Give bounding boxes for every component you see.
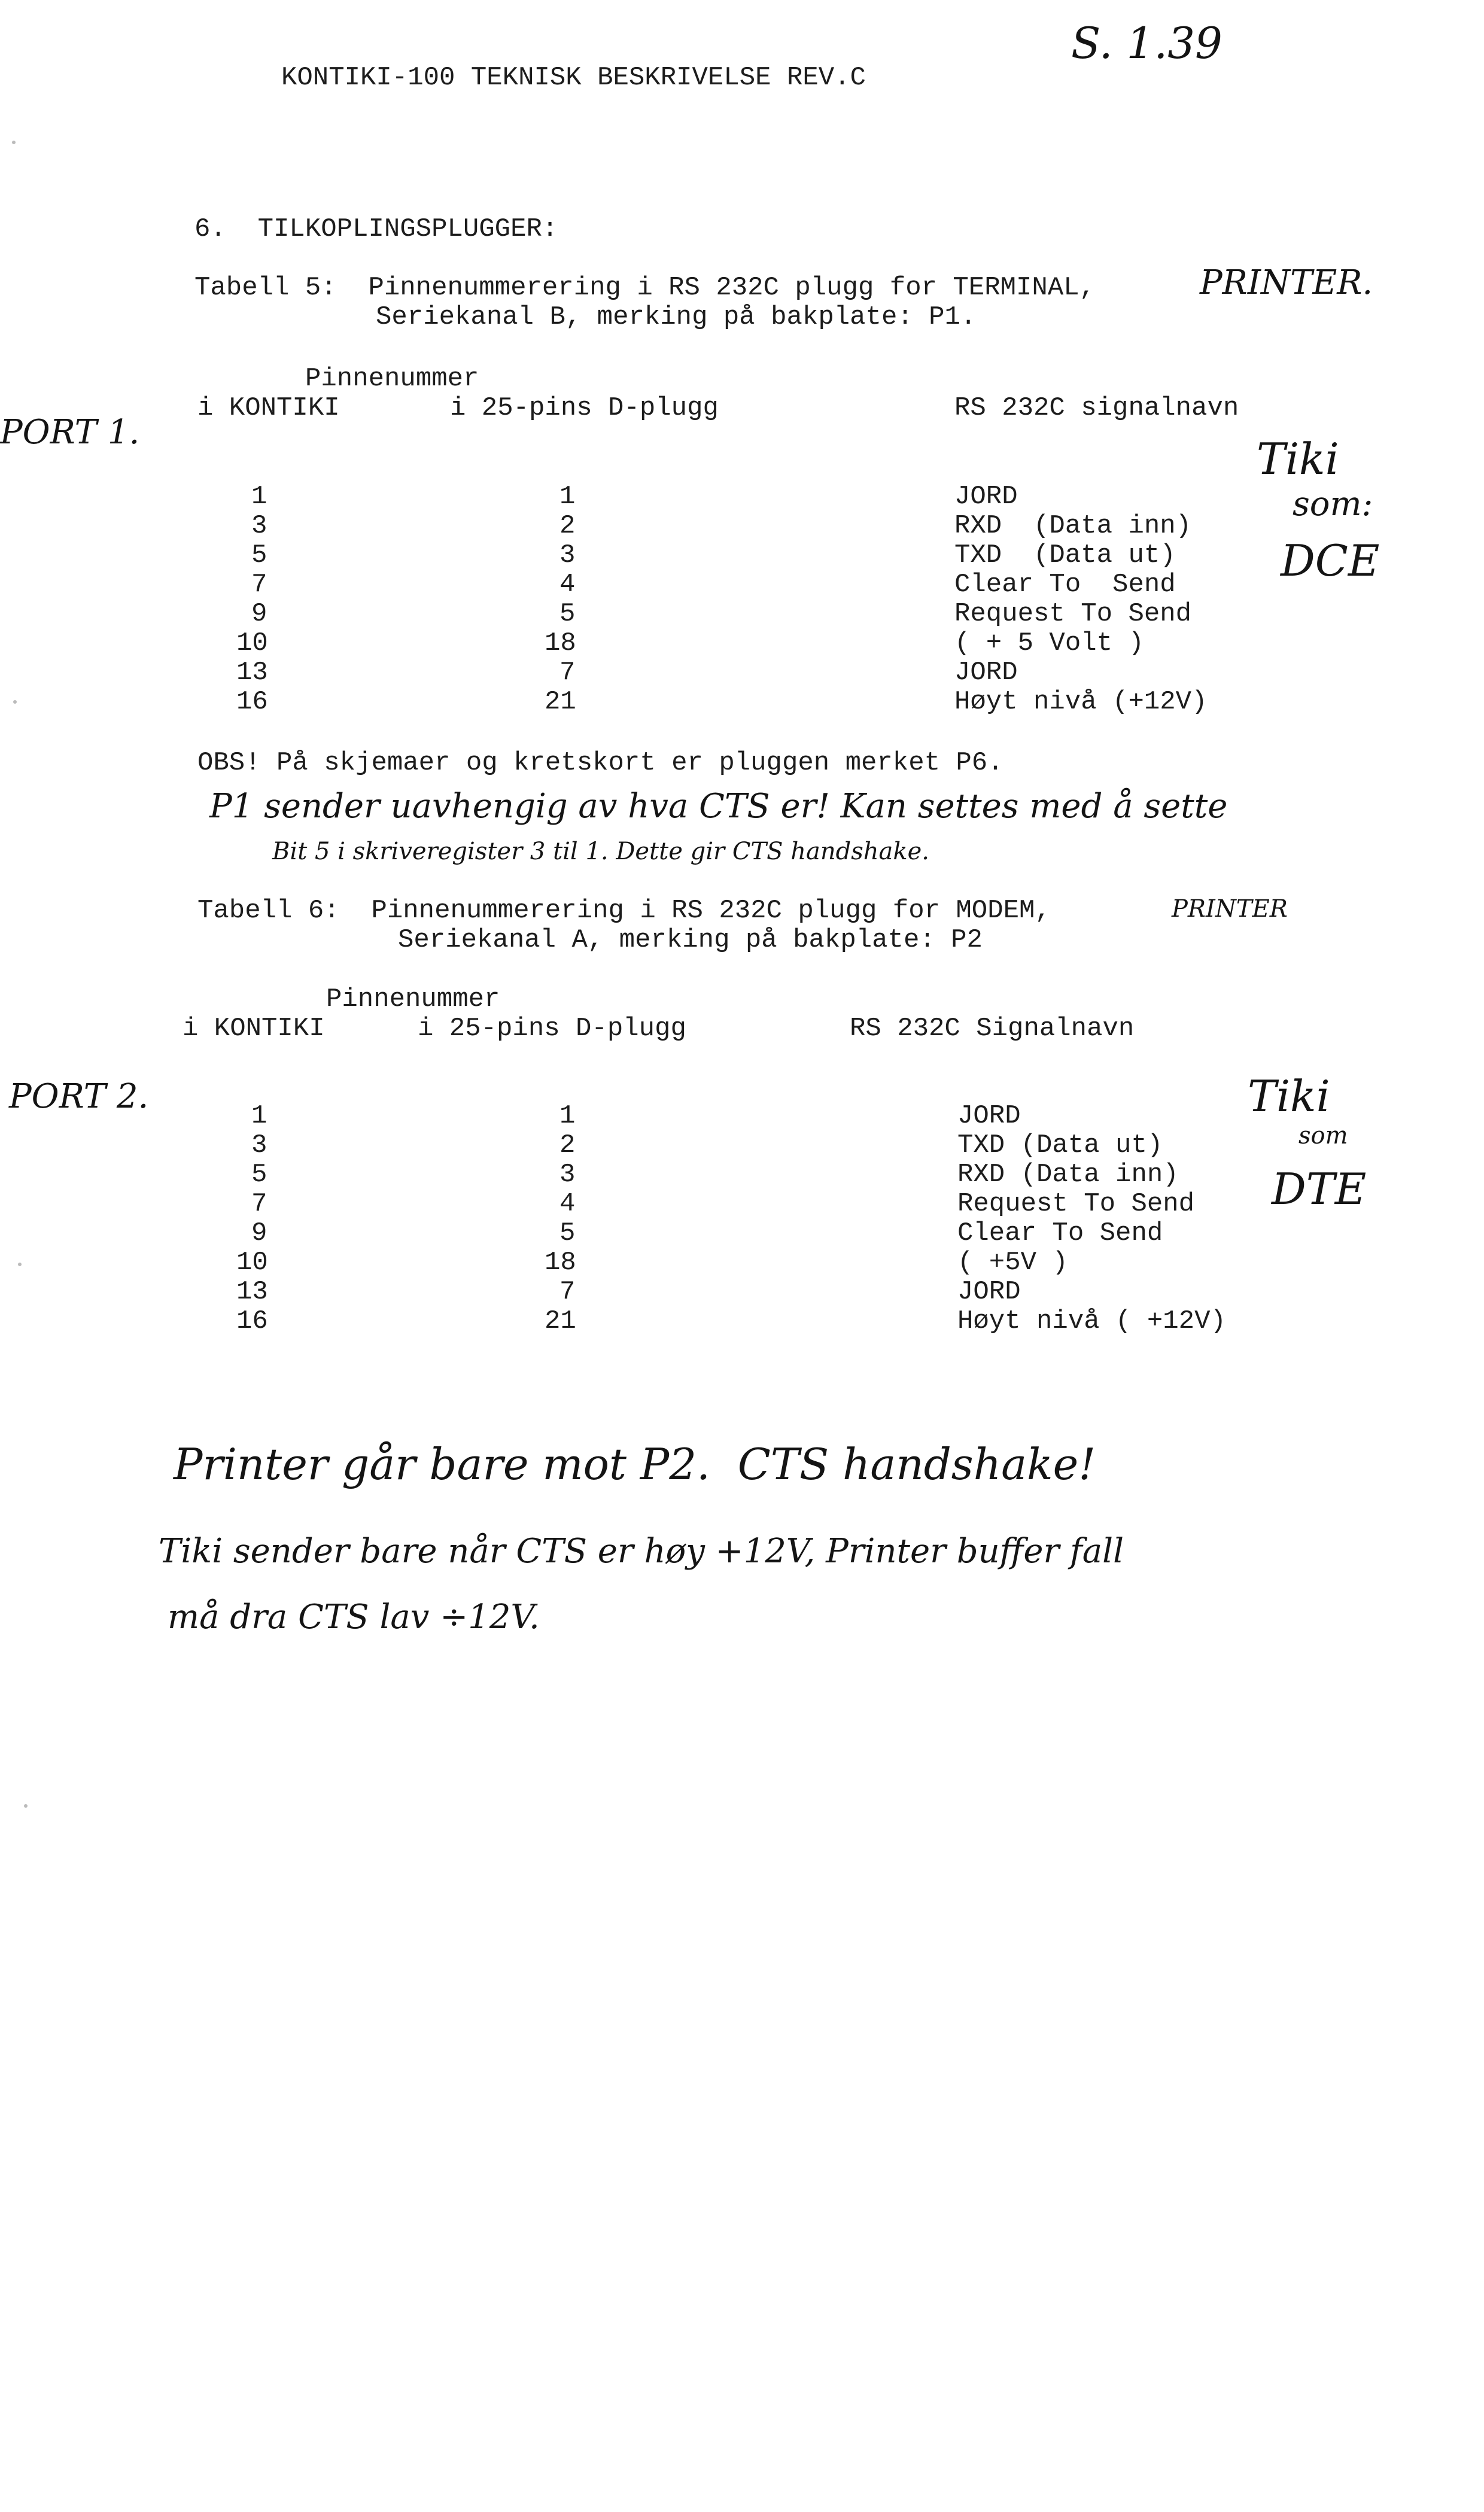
table6-cell: ( +5V )	[957, 1248, 1068, 1278]
handwritten-footer-line3: må dra CTS lav ÷12V.	[168, 1598, 540, 1637]
table5-cell: Request To Send	[954, 599, 1192, 629]
table5-cell: JORD	[954, 482, 1018, 512]
table5-caption-handwritten: PRINTER.	[1200, 263, 1373, 302]
table6-side-note-som: som	[1298, 1122, 1348, 1149]
scan-speck	[18, 1263, 22, 1266]
table6-cell: JORD	[957, 1277, 1021, 1307]
table6-header-top: Pinnenummer	[326, 984, 500, 1014]
table6-caption: Tabell 6: Pinnenummerering i RS 232C plugg for MODEM,	[197, 896, 1051, 926]
scan-speck	[24, 1804, 28, 1808]
document-title: KONTIKI-100 TEKNISK BESKRIVELSE REV.C	[281, 63, 866, 93]
table6-cell: 5	[559, 1218, 576, 1248]
obs-note: OBS! På skjemaer og kretskort er pluggen merket P6.	[197, 748, 1003, 778]
table6-cell: RXD (Data inn)	[957, 1160, 1179, 1190]
table5-cell: 16	[236, 687, 268, 717]
table5-side-note-som: som:	[1293, 485, 1373, 524]
table5-caption: Tabell 5: Pinnenummerering i RS 232C plugg for TERMINAL,	[194, 273, 1096, 303]
table5-col2-header: i 25-pins D-plugg	[450, 393, 719, 423]
scan-speck	[13, 700, 17, 704]
table6-cell: 5	[251, 1160, 267, 1190]
table5-cell: 7	[251, 570, 267, 600]
table6-col2-header: i 25-pins D-plugg	[418, 1014, 686, 1044]
table5-col3-header: RS 232C signalnavn	[954, 393, 1239, 423]
table6-cell: 7	[251, 1189, 267, 1219]
table6-cell: JORD	[957, 1101, 1021, 1131]
table6-col3-header: RS 232C Signalnavn	[850, 1014, 1135, 1044]
table6-caption-line2: Seriekanal A, merking på bakplate: P2	[398, 925, 983, 955]
table6-cell: 3	[559, 1160, 576, 1190]
table6-cell: 1	[559, 1101, 576, 1131]
table5-cell: 5	[559, 599, 576, 629]
table5-caption-line2: Seriekanal B, merking på bakplate: P1.	[376, 302, 977, 332]
table5-margin-port-label: PORT 1.	[0, 413, 140, 452]
table5-cell: JORD	[954, 658, 1018, 688]
handwritten-note-line2: Bit 5 i skriveregister 3 til 1. Dette gir CTS handshake.	[272, 838, 929, 865]
handwritten-page-number: S. 1.39	[1071, 18, 1223, 68]
table5-header-top: Pinnenummer	[305, 364, 479, 394]
table5-cell: ( + 5 Volt )	[954, 628, 1144, 658]
table5-side-note-tiki: Tiki	[1257, 434, 1339, 484]
table5-col1-header: i KONTIKI	[197, 393, 340, 423]
table5-cell: 2	[559, 511, 576, 541]
table5-cell: 4	[559, 570, 576, 600]
table6-side-note-tiki: Tiki	[1248, 1071, 1330, 1121]
table6-cell: 7	[559, 1277, 576, 1307]
table5-cell: 13	[236, 658, 268, 688]
table5-cell: 7	[559, 658, 576, 688]
table5-cell: Høyt nivå (+12V)	[954, 687, 1208, 717]
handwritten-footer-line2: Tiki sender bare når CTS er høy +12V, Printer buffer fall	[159, 1532, 1124, 1571]
table5-cell: 1	[251, 482, 267, 512]
table6-cell: Request To Send	[957, 1189, 1195, 1219]
table6-cell: Clear To Send	[957, 1218, 1163, 1248]
table6-cell: 21	[545, 1306, 576, 1336]
table5-cell: 5	[251, 540, 267, 570]
table5-cell: 3	[559, 540, 576, 570]
table5-cell: 18	[545, 628, 576, 658]
section-heading: 6. TILKOPLINGSPLUGGER:	[194, 214, 558, 244]
table5-cell: 9	[251, 599, 267, 629]
handwritten-footer-line1: Printer går bare mot P2. CTS handshake!	[174, 1439, 1096, 1489]
table6-cell: 16	[236, 1306, 268, 1336]
table5-side-note-dce: DCE	[1281, 536, 1380, 586]
handwritten-note-line1: P1 sender uavhengig av hva CTS er! Kan settes med å sette	[209, 787, 1228, 826]
table6-cell: 9	[251, 1218, 267, 1248]
table6-cell: 2	[559, 1130, 576, 1160]
table5-cell: Clear To Send	[954, 570, 1176, 600]
table6-margin-port-label: PORT 2.	[9, 1077, 149, 1116]
table6-cell: 1	[251, 1101, 267, 1131]
table6-cell: 10	[236, 1248, 268, 1278]
table5-cell: 21	[545, 687, 576, 717]
table6-cell: Høyt nivå ( +12V)	[957, 1306, 1226, 1336]
table6-cell: 18	[545, 1248, 576, 1278]
table5-cell: RXD (Data inn)	[954, 511, 1192, 541]
table6-cell: 13	[236, 1277, 268, 1307]
table6-col1-header: i KONTIKI	[183, 1014, 325, 1044]
table5-cell: 1	[559, 482, 576, 512]
table5-cell: TXD (Data ut)	[954, 540, 1176, 570]
table6-cell: 4	[559, 1189, 576, 1219]
table6-caption-handwritten: PRINTER	[1172, 895, 1288, 923]
table6-cell: 3	[251, 1130, 267, 1160]
table5-cell: 3	[251, 511, 267, 541]
table6-side-note-dte: DTE	[1272, 1164, 1367, 1214]
table6-cell: TXD (Data ut)	[957, 1130, 1163, 1160]
table5-cell: 10	[236, 628, 268, 658]
scan-speck	[12, 141, 16, 144]
